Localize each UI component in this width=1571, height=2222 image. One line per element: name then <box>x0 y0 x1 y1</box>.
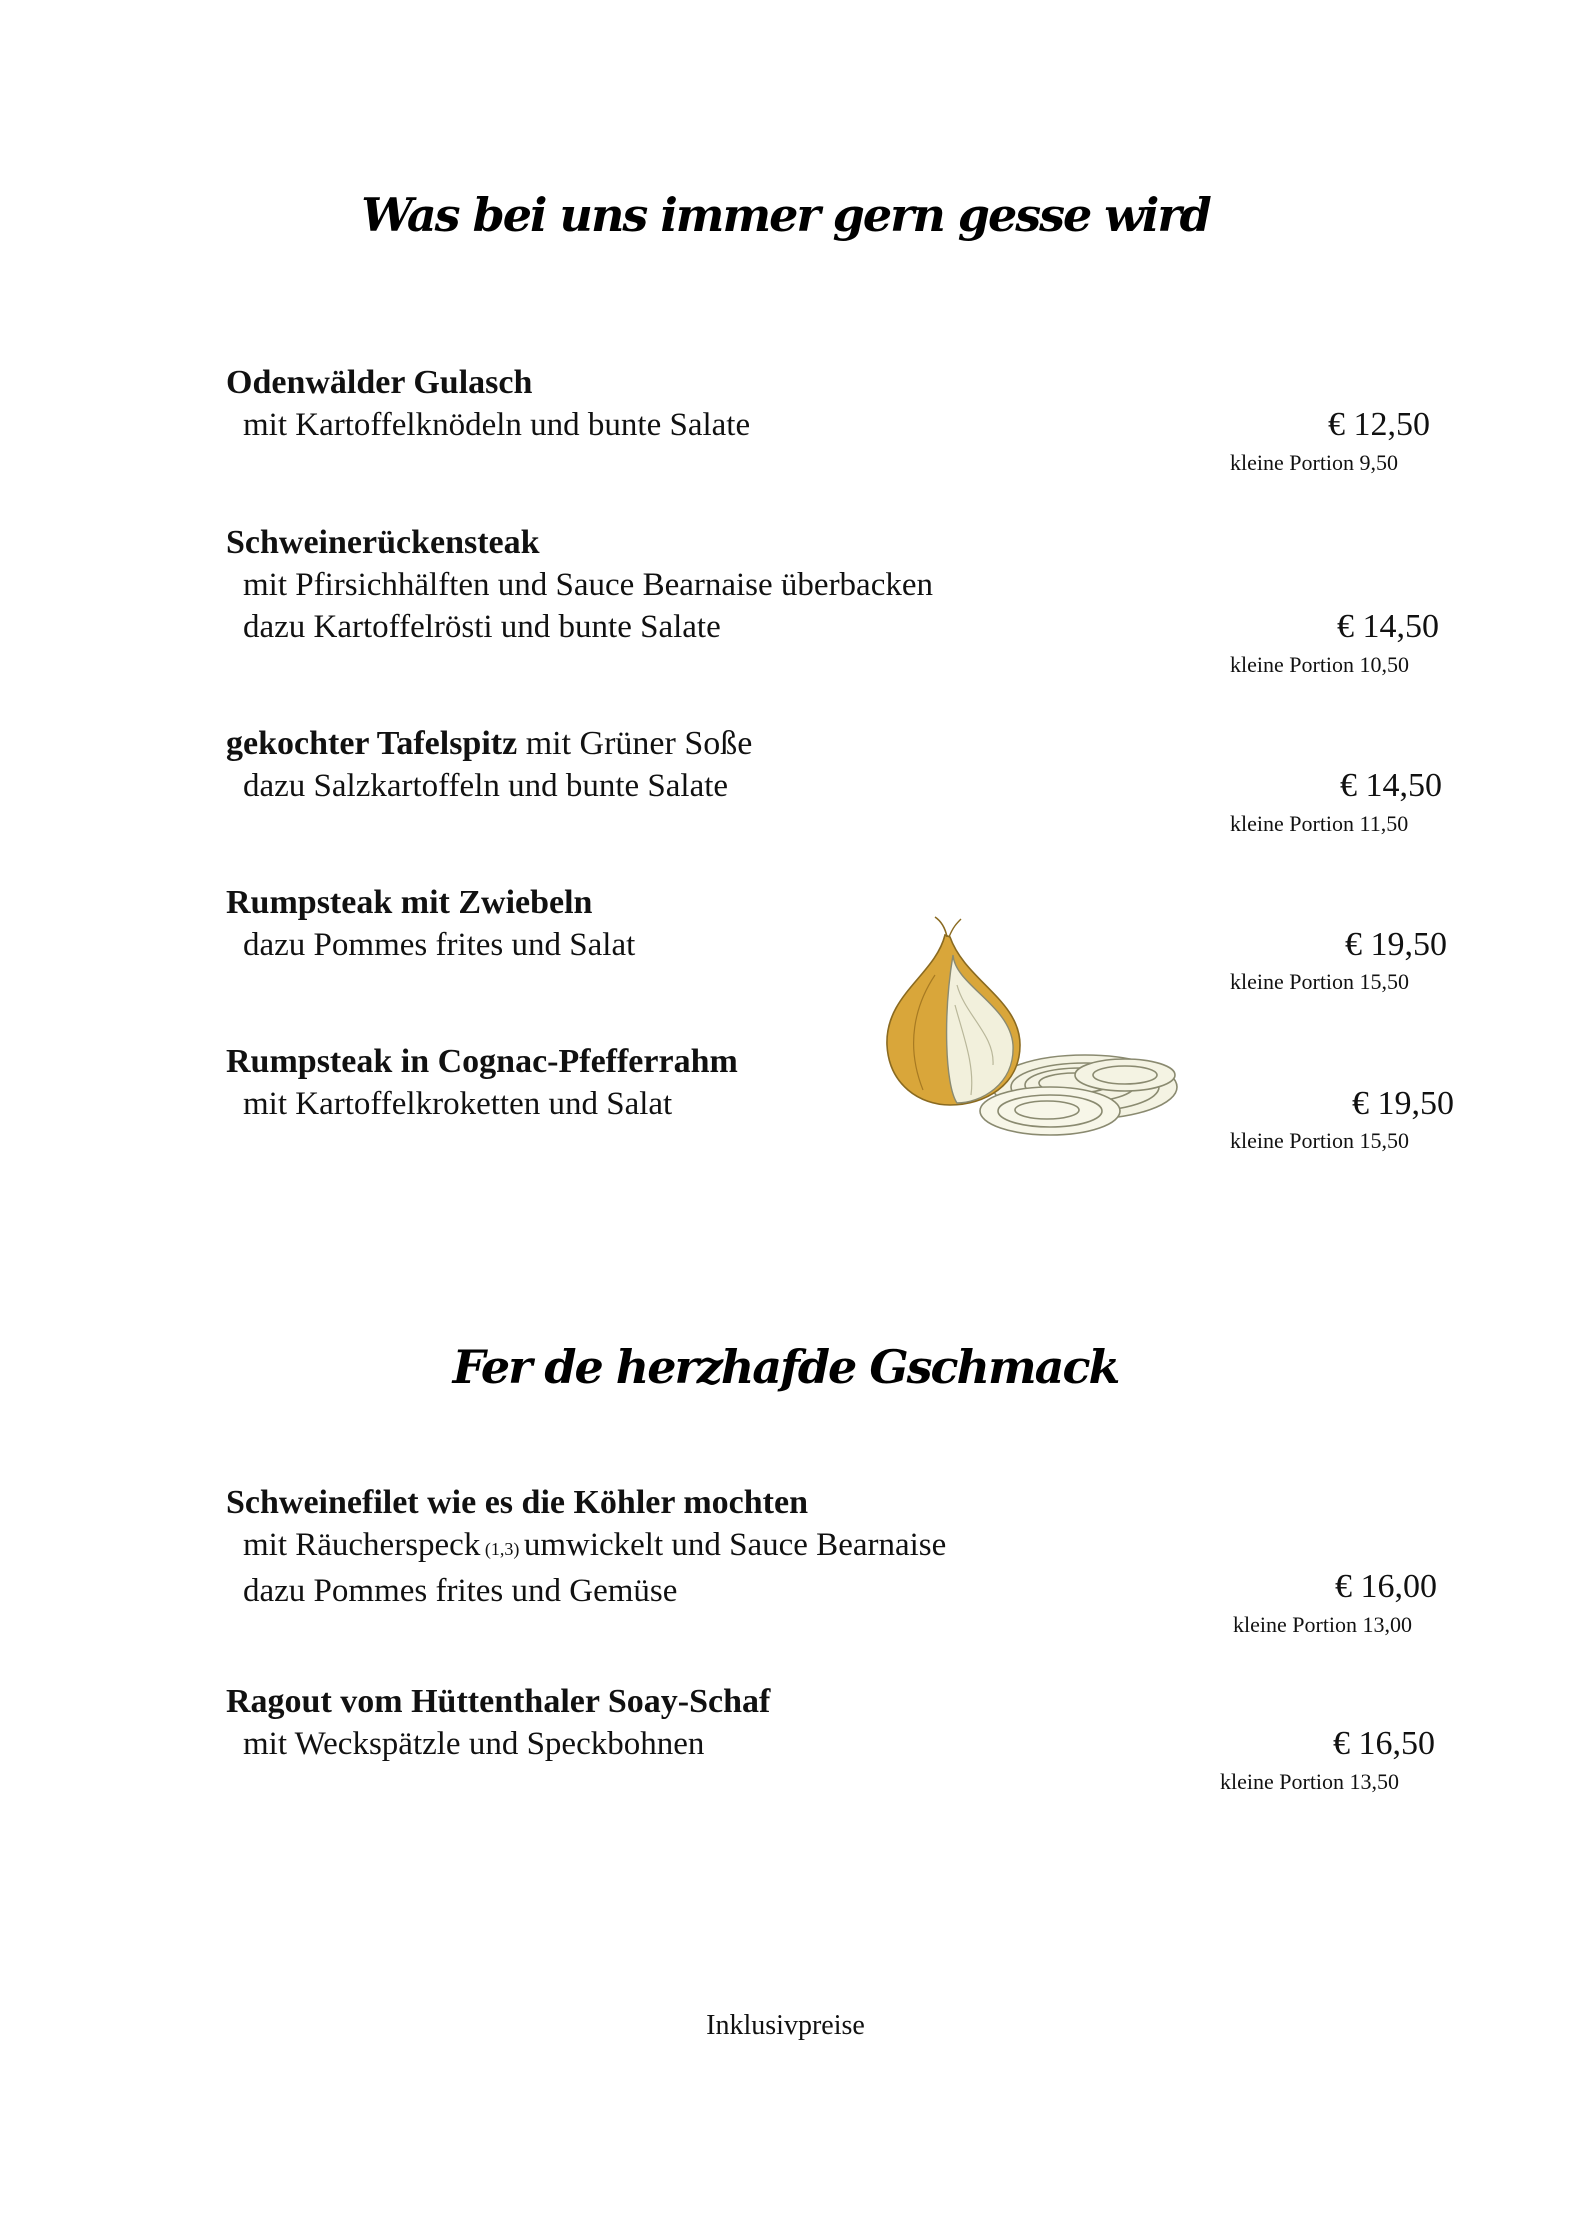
menu-item <box>226 522 1466 648</box>
menu-item <box>226 1681 1466 1765</box>
small-portion-price: kleine Portion 10,50 <box>1230 652 1410 677</box>
dish-name: Odenwälder Gulasch <box>226 364 533 401</box>
dish-price: € 12,50 <box>1328 406 1430 443</box>
dish-description: dazu Pommes frites und Gemüse <box>243 1573 678 1609</box>
dish-description: mit Weckspätzle und Speckbohnen <box>243 1726 705 1762</box>
dish-description: dazu Salzkartoffeln und bunte Salate <box>243 768 729 804</box>
dish-price: € 19,50 <box>1345 926 1447 963</box>
dish-name <box>226 723 1466 765</box>
small-portion-price: kleine Portion 9,50 <box>1230 450 1399 475</box>
dish-description: mit Pfirsichhälften und Sauce Bearnaise überbacken <box>243 567 934 603</box>
small-portion-price: kleine Portion 15,50 <box>1230 969 1410 994</box>
dish-name-sauce: mit Grüner Soße <box>517 725 753 762</box>
footer-note: Inklusivpreise <box>706 2010 865 2041</box>
dish-name: Schweinerückensteak <box>226 524 540 561</box>
dish-price: € 14,50 <box>1340 767 1442 804</box>
dish-price: € 16,50 <box>1333 1725 1435 1762</box>
dish-description: mit Kartoffelkroketten und Salat <box>243 1086 673 1122</box>
menu-item <box>226 1041 1466 1125</box>
section-heading-favorites: Was bei uns immer gern gesse wird <box>361 188 1210 242</box>
dish-description: dazu Pommes frites und Salat <box>243 927 636 963</box>
small-portion-price: kleine Portion 13,00 <box>1233 1612 1413 1637</box>
onion-icon <box>875 915 1190 1155</box>
dish-name-bold: gekochter Tafelspitz <box>226 725 518 762</box>
small-portion-price: kleine Portion 13,50 <box>1220 1769 1400 1794</box>
small-portion-price: kleine Portion 15,50 <box>1230 1128 1410 1153</box>
section-heading-hearty: Fer de herzhafde Gschmack <box>452 1340 1119 1394</box>
dish-name: Rumpsteak in Cognac-Pfefferrahm <box>226 1043 738 1080</box>
dish-price: € 19,50 <box>1352 1085 1454 1122</box>
dish-price: € 14,50 <box>1337 608 1439 645</box>
menu-item <box>226 1482 1466 1612</box>
menu-item <box>226 723 1466 807</box>
menu-item <box>226 882 1466 966</box>
allergen-note: (1,3) <box>480 1539 524 1559</box>
dish-name: Rumpsteak mit Zwiebeln <box>226 884 593 921</box>
small-portion-price: kleine Portion 11,50 <box>1230 811 1409 836</box>
dish-price: € 16,00 <box>1335 1568 1437 1605</box>
dish-description <box>226 1524 1466 1570</box>
dish-name: Schweinefilet wie es die Köhler mochten <box>226 1484 809 1521</box>
dish-description-part: umwickelt und Sauce Bearnaise <box>523 1527 947 1563</box>
dish-description: mit Kartoffelknödeln und bunte Salate <box>243 407 751 443</box>
dish-name: Ragout vom Hüttenthaler Soay-Schaf <box>226 1683 771 1720</box>
menu-item <box>226 362 1466 446</box>
dish-description-part: mit Räucherspeck <box>243 1527 481 1563</box>
dish-description: dazu Kartoffelrösti und bunte Salate <box>243 609 721 645</box>
